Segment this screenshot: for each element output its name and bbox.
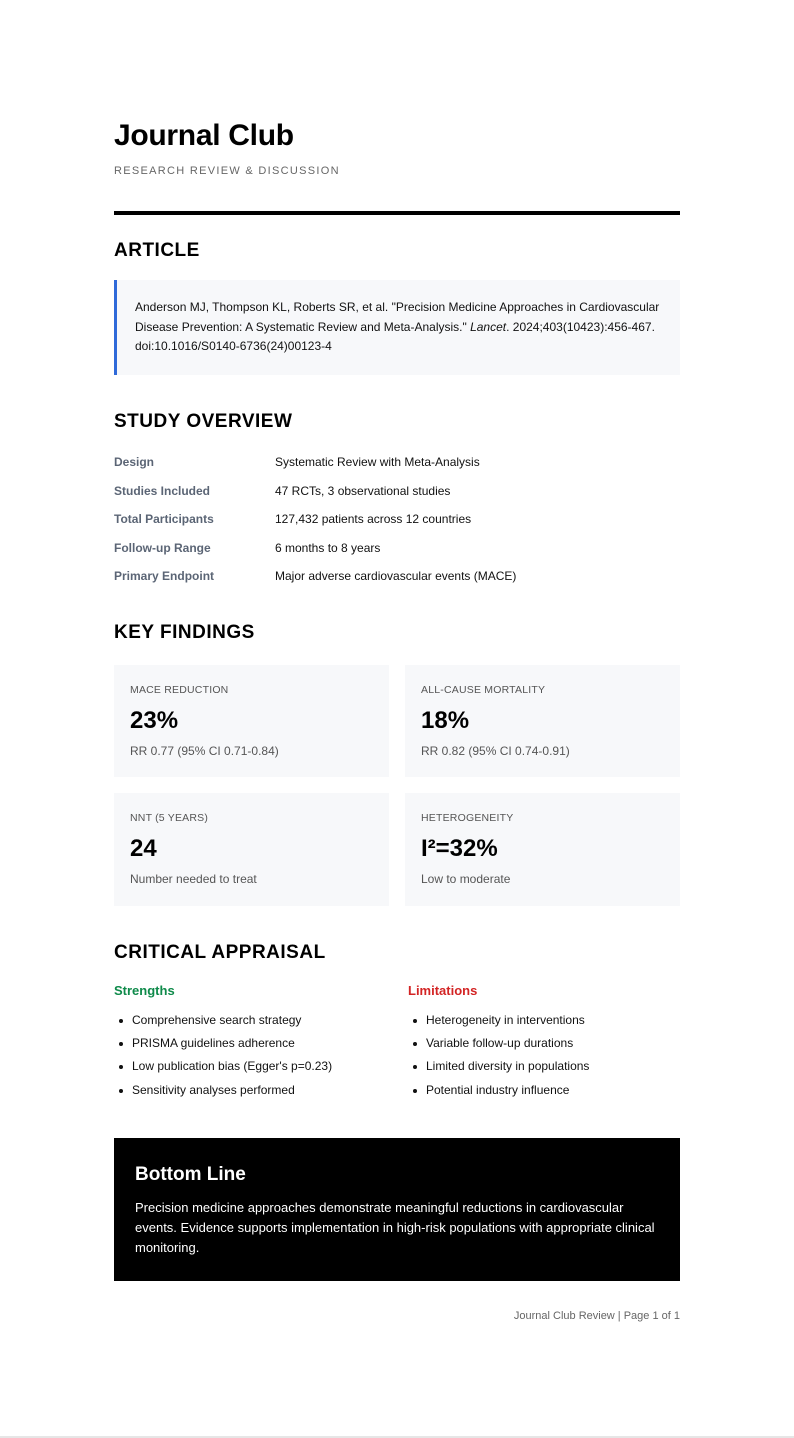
- finding-label: ALL-CAUSE MORTALITY: [421, 684, 546, 696]
- list-item: Heterogeneity in interventions: [408, 1013, 683, 1036]
- bottom-line-title: Bottom Line: [135, 1164, 246, 1185]
- overview-value: 47 RCTs, 3 observational studies: [275, 483, 451, 498]
- finding-card-heterogeneity: [405, 793, 680, 906]
- findings-section-title: KEY FINDINGS: [114, 622, 255, 643]
- overview-value: 127,432 patients across 12 countries: [275, 512, 472, 527]
- overview-label: Studies Included: [114, 483, 211, 498]
- overview-value: Major adverse cardiovascular events (MACE): [275, 569, 517, 584]
- overview-row-endpoint: [114, 566, 680, 595]
- header-divider: [114, 211, 680, 215]
- overview-row-followup: [114, 538, 680, 567]
- page-title: Journal Club: [114, 119, 294, 152]
- appraisal-section-title: CRITICAL APPRAISAL: [114, 942, 326, 963]
- overview-row-design: [114, 452, 680, 481]
- list-item: Low publication bias (Egger's p=0.23): [114, 1059, 389, 1082]
- list-item: Limited diversity in populations: [408, 1059, 683, 1082]
- finding-card-mortality: [405, 665, 680, 777]
- limitations-column: [408, 983, 683, 1106]
- strengths-column: [114, 983, 389, 1106]
- list-item: Potential industry influence: [408, 1083, 683, 1106]
- overview-row-participants: [114, 509, 680, 538]
- finding-label: NNT (5 YEARS): [130, 812, 209, 824]
- finding-note: Low to moderate: [421, 872, 511, 886]
- strengths-list: [114, 1013, 389, 1106]
- study-overview-table: [114, 452, 680, 595]
- overview-section-title: STUDY OVERVIEW: [114, 411, 293, 432]
- finding-card-nnt: [114, 793, 389, 906]
- finding-note: RR 0.77 (95% CI 0.71-0.84): [130, 744, 279, 758]
- finding-note: RR 0.82 (95% CI 0.74-0.91): [421, 744, 570, 758]
- overview-row-studies: [114, 481, 680, 510]
- citation-text: Anderson MJ, Thompson KL, Roberts SR, et al. "Precision Medicine Approaches in Cardiovascular Disease Prevention: A Systematic Review and Meta-Analysis.": [135, 300, 660, 334]
- finding-value: I²=32%: [421, 835, 498, 862]
- overview-label: Total Participants: [114, 512, 214, 527]
- overview-label: Design: [114, 455, 155, 469]
- list-item: Comprehensive search strategy: [114, 1013, 389, 1036]
- finding-value: 24: [130, 835, 157, 862]
- list-item: PRISMA guidelines adherence: [114, 1036, 389, 1059]
- page-footer: Journal Club Review | Page 1 of 1: [513, 1310, 680, 1322]
- overview-value: Systematic Review with Meta-Analysis: [275, 455, 480, 469]
- finding-label: HETEROGENEITY: [421, 812, 514, 824]
- list-item: Variable follow-up durations: [408, 1036, 683, 1059]
- finding-card-mace: [114, 665, 389, 777]
- citation-details: . 2024;403(10423):456-467. doi:10.1016/S0140-6736(24)00123-4: [135, 319, 655, 353]
- finding-value: 23%: [130, 707, 179, 734]
- citation-journal: Lancet: [470, 319, 507, 334]
- list-item: Sensitivity analyses performed: [114, 1083, 389, 1106]
- bottom-line-box: [114, 1138, 680, 1281]
- strengths-heading: Strengths: [114, 983, 175, 998]
- overview-label: Follow-up Range: [114, 540, 211, 555]
- article-section-title: ARTICLE: [114, 240, 200, 261]
- finding-value: 18%: [421, 707, 470, 734]
- article-citation: [114, 280, 680, 375]
- page-subtitle: RESEARCH REVIEW & DISCUSSION: [114, 165, 340, 177]
- finding-label: MACE REDUCTION: [130, 684, 229, 696]
- finding-note: Number needed to treat: [130, 872, 257, 886]
- overview-label: Primary Endpoint: [114, 569, 215, 584]
- bottom-line-text: Precision medicine approaches demonstrate meaningful reductions in cardiovascular events. Evidence supports implementation in high-risk populations with appropriate clinical monitoring.: [135, 1200, 655, 1255]
- limitations-heading: Limitations: [408, 983, 478, 998]
- overview-value: 6 months to 8 years: [275, 540, 381, 555]
- limitations-list: [408, 1013, 683, 1106]
